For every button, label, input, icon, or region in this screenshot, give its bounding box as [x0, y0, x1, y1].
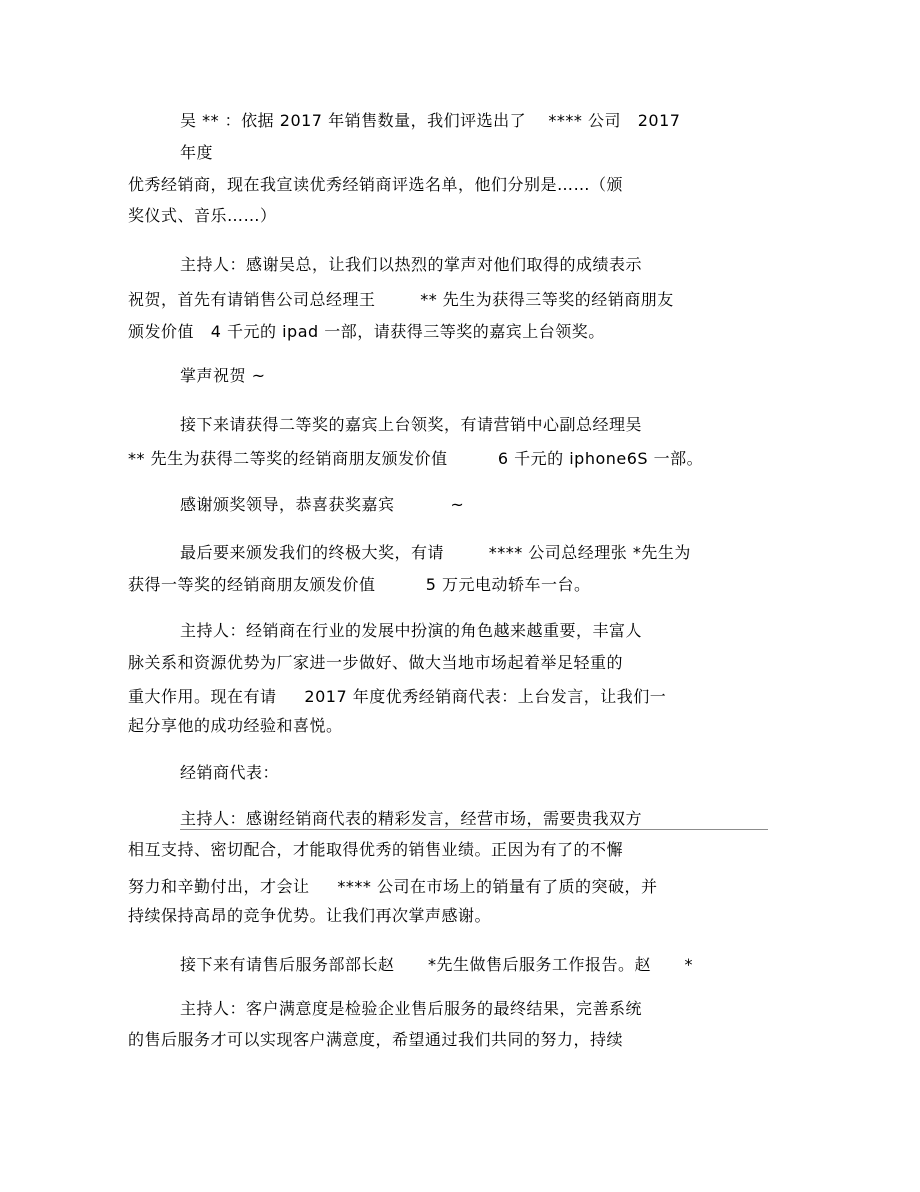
paragraph-line: 脉关系和资源优势为厂家进一步做好、做大当地市场起着举足轻重的 [128, 653, 624, 672]
paragraph-line: 优秀经销商，现在我宣读优秀经销商评选名单，他们分别是……（颁 [128, 175, 624, 194]
paragraph-line: 感谢颁奖领导，恭喜获奖嘉宾 ~ [180, 495, 465, 514]
horizontal-rule [180, 829, 768, 830]
paragraph-line: 努力和辛勤付出，才会让 **** 公司在市场上的销量有了质的突破，并 [128, 877, 658, 896]
paragraph-line: 持续保持高昂的竞争优势。让我们再次掌声感谢。 [128, 906, 492, 925]
paragraph-line: 主持人：感谢经销商代表的精彩发言，经营市场，需要贵我双方 [180, 809, 643, 828]
paragraph-line: 吴 ** ：依据 2017 年销售数量，我们评选出了 **** 公司 2017 [180, 111, 681, 130]
paragraph-line: 主持人：感谢吴总，让我们以热烈的掌声对他们取得的成绩表示 [180, 255, 643, 274]
paragraph-line: 重大作用。现在有请 2017 年度优秀经销商代表：上台发言，让我们一 [128, 687, 667, 706]
paragraph-line: 主持人：客户满意度是检验企业售后服务的最终结果，完善系统 [180, 999, 643, 1018]
paragraph-line: 颁发价值 4 千元的 ipad 一部，请获得三等奖的嘉宾上台领奖。 [128, 322, 605, 341]
paragraph-line: 奖仪式、音乐……） [128, 206, 277, 225]
paragraph-line: 相互支持、密切配合，才能取得优秀的销售业绩。正因为有了的不懈 [128, 840, 624, 859]
paragraph-line: 的售后服务才可以实现客户满意度，希望通过我们共同的努力，持续 [128, 1030, 624, 1049]
paragraph-line: 经销商代表： [180, 763, 280, 782]
paragraph-line: 掌声祝贺 ~ [180, 366, 266, 385]
paragraph-line: ** 先生为获得二等奖的经销商朋友颁发价值 6 千元的 iphone6S 一部。 [128, 449, 704, 468]
paragraph-line: 祝贺，首先有请销售公司总经理王 ** 先生为获得三等奖的经销商朋友 [128, 290, 674, 309]
paragraph-line: 获得一等奖的经销商朋友颁发价值 5 万元电动轿车一台。 [128, 575, 591, 594]
paragraph-line: 接下来请获得二等奖的嘉宾上台领奖，有请营销中心副总经理吴 [180, 415, 643, 434]
paragraph-line: 年度 [180, 143, 214, 162]
paragraph-line: 起分享他的成功经验和喜悦。 [128, 716, 343, 735]
paragraph-line: 主持人：经销商在行业的发展中扮演的角色越来越重要，丰富人 [180, 621, 643, 640]
paragraph-line: 接下来有请售后服务部部长赵 *先生做售后服务工作报告。赵 * [180, 955, 694, 974]
paragraph-line: 最后要来颁发我们的终极大奖，有请 **** 公司总经理张 *先生为 [180, 543, 691, 562]
